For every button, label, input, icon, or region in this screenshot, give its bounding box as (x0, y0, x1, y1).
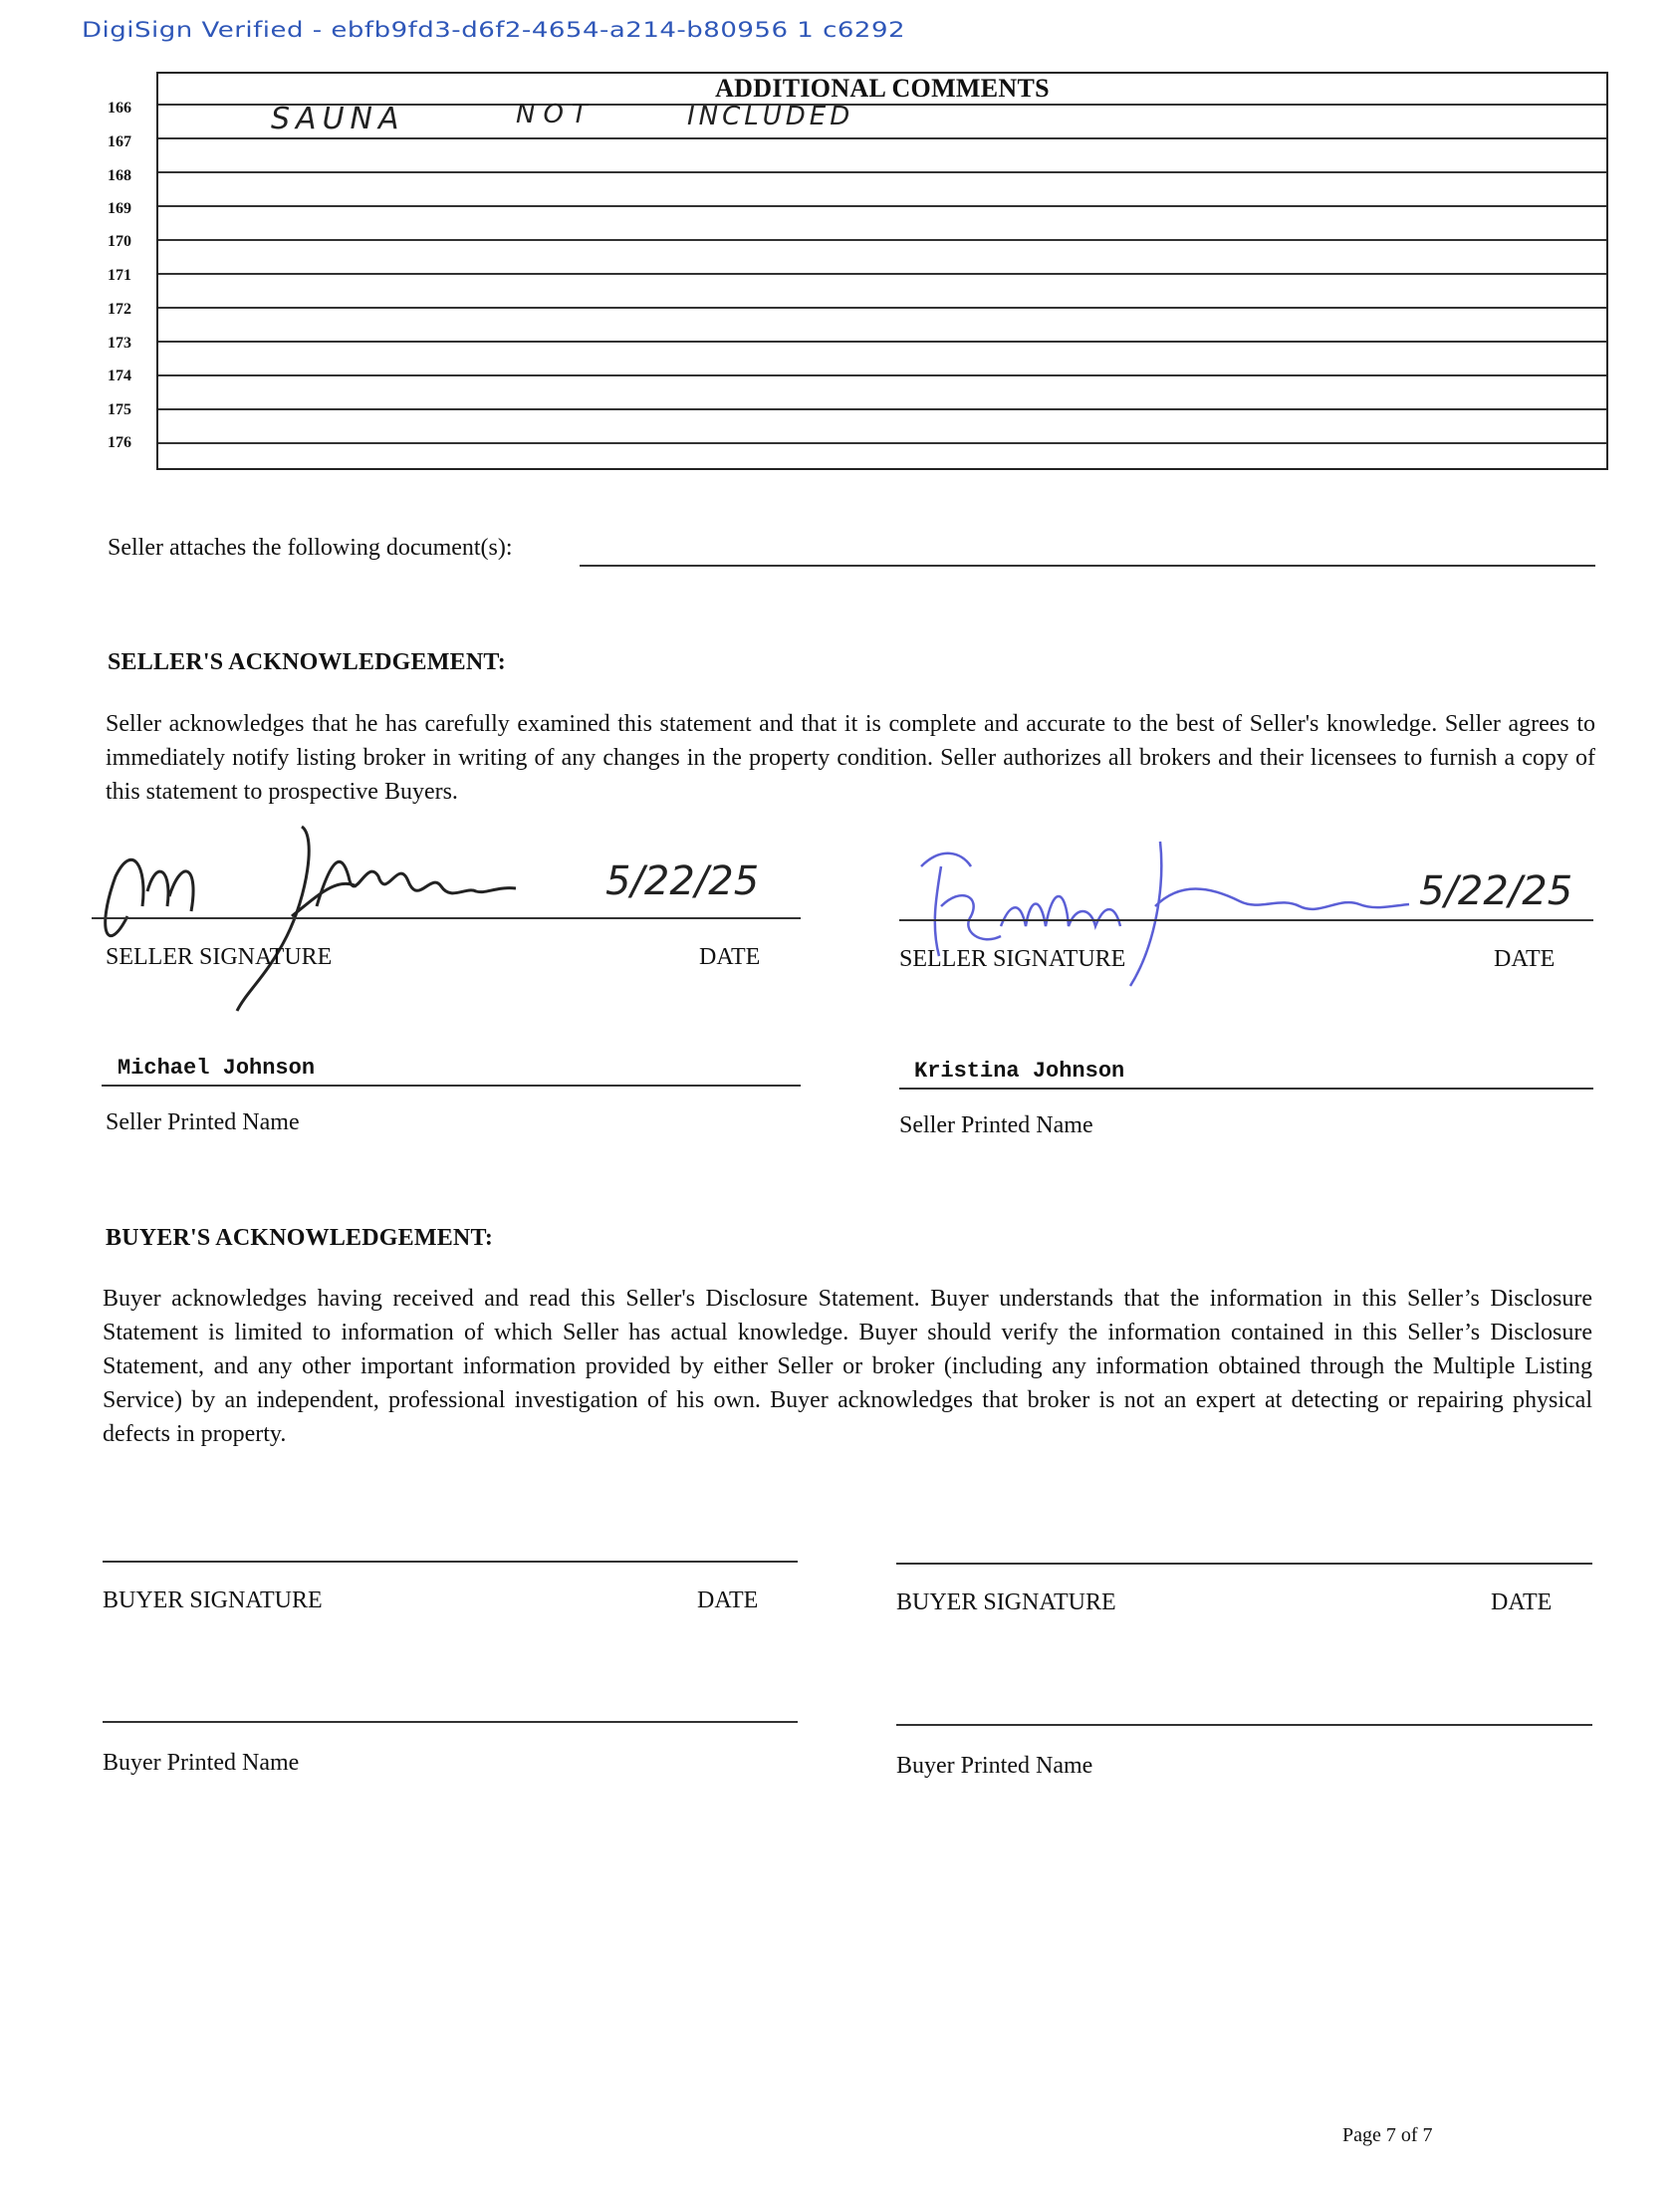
handwritten-comment-word: SAUNA (271, 102, 405, 136)
comment-line (158, 137, 1606, 139)
buyer-2-signature-line[interactable] (896, 1563, 1592, 1565)
seller-1-signature-label: SELLER SIGNATURE (106, 944, 333, 970)
seller-1-handwritten-date: 5/22/25 (605, 858, 760, 904)
seller-ack-paragraph: Seller acknowledges that he has carefully examined this statement and that it is complete and accurate to the best of Seller's knowledge. Seller agrees to immediately notify listing broker in writing of any changes in the property condition. Seller authorizes all brokers and their licensees to furnish a copy of this statement to prospective Buyers. (106, 711, 1595, 805)
seller-2-printed-name-line[interactable] (899, 1088, 1593, 1090)
comment-line (158, 408, 1606, 410)
line-number: 170 (108, 233, 131, 250)
seller-1-signature (88, 817, 844, 1016)
seller-2-signature-line[interactable] (899, 919, 1593, 921)
buyer-1-signature-label: BUYER SIGNATURE (103, 1587, 323, 1613)
comment-line (158, 307, 1606, 309)
comment-line (158, 374, 1606, 376)
attachments-label: Seller attaches the following document(s): (108, 535, 513, 561)
buyer-1-date-label: DATE (697, 1587, 759, 1613)
buyer-1-signature-line[interactable] (103, 1561, 798, 1563)
seller-2-signature-label: SELLER SIGNATURE (899, 946, 1126, 972)
seller-1-signature-line[interactable] (92, 917, 801, 919)
buyer-2-printed-name-line[interactable] (896, 1724, 1592, 1726)
seller-1-printed-name: Michael Johnson (118, 1056, 316, 1081)
comment-line (158, 205, 1606, 207)
buyer-2-date-label: DATE (1491, 1589, 1553, 1615)
line-number: 174 (108, 367, 131, 384)
seller-2-printed-name: Kristina Johnson (914, 1059, 1125, 1084)
line-number: 175 (108, 401, 131, 418)
seller-2-printed-name-label: Seller Printed Name (899, 1112, 1093, 1138)
line-number: 166 (108, 100, 131, 117)
comment-line (158, 341, 1606, 343)
buyer-2-printed-name-label: Buyer Printed Name (896, 1753, 1093, 1779)
digisign-verification-id: DigiSign Verified - ebfb9fd3-d6f2-4654-a214-b80956 1 c6292 (82, 18, 906, 43)
seller-2-date-label: DATE (1494, 946, 1556, 972)
line-number: 168 (108, 167, 131, 184)
comment-line (158, 239, 1606, 241)
line-number: 171 (108, 267, 131, 284)
seller-2-handwritten-date: 5/22/25 (1419, 868, 1573, 914)
buyer-2-signature-label: BUYER SIGNATURE (896, 1589, 1116, 1615)
buyer-ack-paragraph: Buyer acknowledges having received and read this Seller's Disclosure Statement. Buyer understands that the information in this Seller’s Disclosure Statement is limited to information of which Seller has actual knowledge. Buyer should verify the information contained in this Seller’s Disclosure Statement, and any other important information provided by either Seller or broker (including any information obtained through the Multiple Listing Service) by an independent, professional investigation of his own. Buyer acknowledges that broker is not an expert at detecting or repairing physical defects in property. (103, 1286, 1592, 1447)
seller-ack-heading: SELLER'S ACKNOWLEDGEMENT: (108, 649, 506, 675)
line-number: 176 (108, 434, 131, 451)
line-number: 169 (108, 200, 131, 217)
additional-comments-title: ADDITIONAL COMMENTS (715, 74, 1050, 103)
seller-1-printed-name-label: Seller Printed Name (106, 1109, 300, 1135)
buyer-ack-heading: BUYER'S ACKNOWLEDGEMENT: (106, 1225, 494, 1251)
line-number: 173 (108, 335, 131, 352)
line-number: 172 (108, 301, 131, 318)
seller-1-printed-name-line[interactable] (102, 1085, 801, 1087)
attachments-field[interactable] (580, 565, 1595, 567)
seller-1-date-label: DATE (699, 944, 761, 970)
buyer-1-printed-name-label: Buyer Printed Name (103, 1750, 300, 1776)
handwritten-comment-word: NOT (516, 100, 596, 129)
line-number: 167 (108, 133, 131, 150)
comment-line (158, 442, 1606, 444)
page-number: Page 7 of 7 (1342, 2124, 1433, 2146)
comment-line (158, 273, 1606, 275)
comment-line (158, 171, 1606, 173)
buyer-1-printed-name-line[interactable] (103, 1721, 798, 1723)
handwritten-comment-word: INCLUDED (687, 102, 854, 131)
